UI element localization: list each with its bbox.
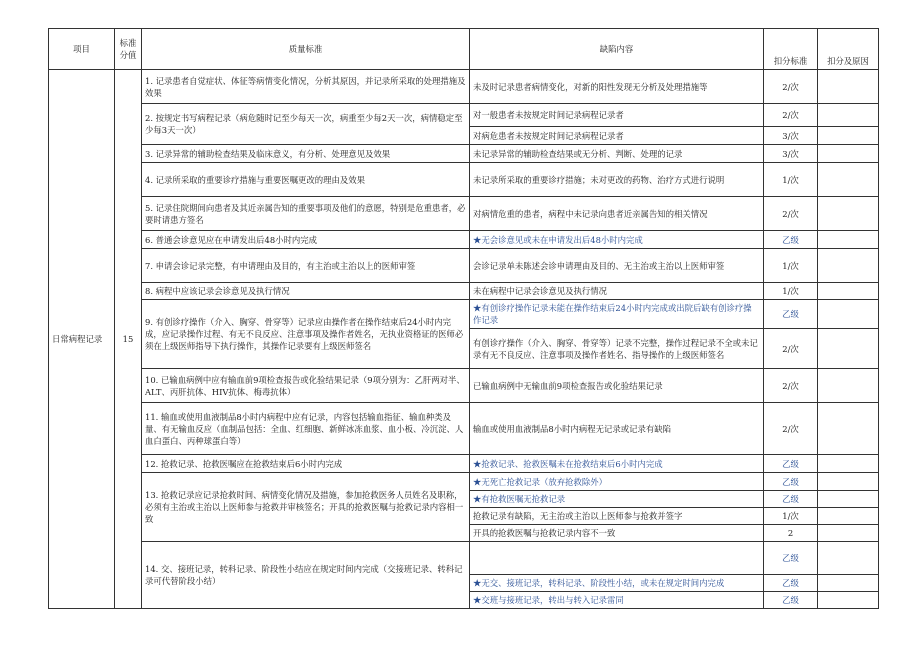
table-row: [49, 455, 879, 473]
reason-cell: [818, 249, 879, 283]
table-row: [49, 283, 879, 300]
deduction-cell: 1/次: [764, 283, 818, 300]
table-row: [49, 145, 879, 163]
defect-text: 无死亡抢救记录（放弃抢救除外）: [481, 476, 607, 487]
reason-cell: [818, 127, 879, 145]
defect-text: 未记录所采取的重要诊疗措施；未对更改的药物、治疗方式进行说明: [473, 174, 725, 185]
star-icon: ★: [473, 476, 482, 487]
star-icon: ★: [473, 234, 482, 245]
table-row: [49, 104, 879, 127]
deduction-cell: 2/次: [764, 403, 818, 455]
standard-cell: 3. 记录异常的辅助检查结果及临床意义，有分析、处理意见及效果: [142, 145, 470, 163]
table-row: [49, 70, 879, 104]
standard-cell: 9. 有创诊疗操作（介入、胸穿、骨穿等）记录应由操作者在操作结束后24小时内完成，应记录操作过程、有无不良反应、注意事项及操作者姓名，无执业资格证的医师必须在上级医师指导下执行操作，其操作记录要有上级医师签名: [142, 300, 470, 369]
standard-cell: 1. 记录患者自觉症状、体征等病情变化情况，分析其原因，并记录所采取的处理措施及效果: [142, 70, 470, 104]
defect-cell: [470, 300, 764, 329]
reason-cell: [818, 329, 879, 369]
defect-cell: [470, 491, 764, 508]
quality-standard-table: [48, 28, 879, 609]
deduction-cell: 乙级: [764, 231, 818, 249]
defect-text: 对一般患者未按规定时间记录病程记录者: [473, 110, 624, 120]
header-deduction: 扣分标准: [764, 29, 818, 70]
deduction-cell: 乙级: [764, 473, 818, 491]
defect-cell: [470, 542, 764, 575]
defect-text: 已输血病例中无输血前9项检查报告或化验结果记录: [473, 380, 663, 391]
deduction-cell: 3/次: [764, 127, 818, 145]
standard-cell: 7. 申请会诊记录完整，有申请理由及目的，有主治或主治以上的医师审签: [142, 249, 470, 283]
reason-cell: [818, 592, 879, 609]
standard-cell: 13. 抢救记录应记录抢救时间、病情变化情况及措施，参加抢救医务人员姓名及职称，必须有主治或主治以上医师参与抢救并审核签名；开具的抢救医嘱与抢救记录内容相一致: [142, 473, 470, 542]
star-icon: ★: [473, 303, 482, 313]
deduction-cell: 1/次: [764, 249, 818, 283]
reason-cell: [818, 283, 879, 300]
deduction-cell: 1/次: [764, 163, 818, 197]
table-row: [49, 300, 879, 329]
defect-text: 开具的抢救医嘱与抢救记录内容不一致: [473, 528, 616, 538]
defect-text: 对病危患者未按规定时间记录病程记录者: [473, 130, 624, 141]
defect-cell: [470, 369, 764, 403]
reason-cell: [818, 508, 879, 525]
defect-text: 有抢救医嘱无抢救记录: [481, 494, 566, 504]
defect-cell: [470, 455, 764, 473]
reason-cell: [818, 163, 879, 197]
defect-text: 有创诊疗操作（介入、胸穿、骨穿等）记录不完整，操作过程记录不全或未记录有无不良反应、注意事项及操作者姓名、指导操作的上级医师签名: [473, 337, 758, 360]
deduction-cell: 2/次: [764, 369, 818, 403]
defect-text: 未在病程中记录会诊意见及执行情况: [473, 286, 607, 296]
star-icon: ★: [473, 595, 482, 605]
standard-cell: 11. 输血或使用血液制品8小时内病程中应有记录，内容包括输血指征、输血种类及量、有无输血反应（血制品包括：全血、红细胞、新鲜冰冻血浆、血小板、冷沉淀、人血白蛋白、丙种球蛋白等）: [142, 403, 470, 455]
deduction-cell: 2/次: [764, 70, 818, 104]
defect-text: 未及时记录患者病情变化，对新的阳性发现无分析及处理措施等: [473, 81, 708, 92]
deduction-cell: 乙级: [764, 575, 818, 592]
standard-cell: 4. 记录所采取的重要诊疗措施与重要医嘱更改的理由及效果: [142, 163, 470, 197]
defect-text: 未记录异常的辅助检查结果或无分析、判断、处理的记录: [473, 148, 683, 159]
table-body: [49, 70, 879, 609]
standard-cell: 10. 已输血病例中应有输血前9项检查报告或化验结果记录（9项分别为：乙肝两对半、ALT、丙肝抗体、HIV抗体、梅毒抗体）: [142, 369, 470, 403]
deduction-cell: 乙级: [764, 542, 818, 575]
defect-cell: [470, 575, 764, 592]
reason-cell: [818, 542, 879, 575]
defect-cell: [470, 70, 764, 104]
defect-text: 对病情危重的患者，病程中未记录向患者近亲属告知的相关情况: [473, 208, 708, 219]
table-row: [49, 197, 879, 231]
project-cell: 日常病程记录: [49, 70, 115, 609]
defect-cell: [470, 231, 764, 249]
defect-cell: [470, 145, 764, 163]
standard-cell: 6. 普通会诊意见应在申请发出后48小时内完成: [142, 231, 470, 249]
defect-cell: [470, 249, 764, 283]
reason-cell: [818, 575, 879, 592]
standard-cell: 8. 病程中应该记录会诊意见及执行情况: [142, 283, 470, 300]
deduction-cell: 2/次: [764, 104, 818, 127]
defect-cell: [470, 197, 764, 231]
header-standard: 质量标准: [142, 29, 470, 70]
defect-text: 有创诊疗操作记录未能在操作结束后24小时内完成或出院后缺有创诊疗操作记录: [473, 303, 752, 325]
reason-cell: [818, 455, 879, 473]
header-defect: 缺陷内容: [470, 29, 764, 70]
defect-cell: [470, 127, 764, 145]
defect-cell: [470, 525, 764, 542]
defect-text: 无会诊意见或未在申请发出后48小时内完成: [481, 234, 643, 245]
defect-cell: [470, 592, 764, 609]
reason-cell: [818, 70, 879, 104]
deduction-cell: 乙级: [764, 491, 818, 508]
standard-cell: 12. 抢救记录、抢救医嘱应在抢救结束后6小时内完成: [142, 455, 470, 473]
deduction-cell: 2/次: [764, 329, 818, 369]
defect-text: 抢救记录有缺陷，无主治或主治以上医师参与抢救并签字: [473, 511, 683, 521]
defect-text: 输血或使用血液制品8小时内病程无记录或记录有缺陷: [473, 423, 671, 434]
defect-text: 交班与接班记录，转出与转入记录雷同: [481, 595, 624, 605]
defect-cell: [470, 329, 764, 369]
reason-cell: [818, 525, 879, 542]
reason-cell: [818, 231, 879, 249]
defect-cell: [470, 508, 764, 525]
reason-cell: [818, 104, 879, 127]
deduction-cell: 乙级: [764, 592, 818, 609]
reason-cell: [818, 300, 879, 329]
deduction-cell: 2: [764, 525, 818, 542]
reason-cell: [818, 403, 879, 455]
standard-cell: 14. 交、接班记录，转科记录、阶段性小结应在规定时间内完成（交接班记录、转科记录可代替阶段小结）: [142, 542, 470, 609]
table-row: [49, 473, 879, 491]
reason-cell: [818, 491, 879, 508]
defect-cell: [470, 163, 764, 197]
header-score: 标准分值: [115, 29, 142, 70]
standard-cell: 5. 记录住院期间向患者及其近亲属告知的重要事项及他们的意愿，特别是危重患者，必要时请患方签名: [142, 197, 470, 231]
defect-text: 会诊记录单未陈述会诊申请理由及目的、无主治或主治以上医师审签: [473, 260, 725, 271]
defect-text: 抢救记录、抢救医嘱未在抢救结束后6小时内完成: [481, 458, 663, 469]
deduction-cell: 2/次: [764, 197, 818, 231]
star-icon: ★: [473, 458, 482, 469]
deduction-cell: 乙级: [764, 455, 818, 473]
table-row: [49, 542, 879, 575]
deduction-cell: 乙级: [764, 300, 818, 329]
defect-text: 无交、接班记录，转科记录、阶段性小结，或未在规定时间内完成: [481, 578, 725, 588]
table-row: [49, 249, 879, 283]
deduction-cell: 3/次: [764, 145, 818, 163]
reason-cell: [818, 197, 879, 231]
defect-cell: [470, 403, 764, 455]
reason-cell: [818, 473, 879, 491]
table-header-row: [49, 29, 879, 70]
reason-cell: [818, 145, 879, 163]
standard-cell: 2. 按规定书写病程记录（病危随时记至少每天一次，病重至少每2天一次，病情稳定至少每3天一次）: [142, 104, 470, 145]
table-row: [49, 231, 879, 249]
table-row: [49, 369, 879, 403]
reason-cell: [818, 369, 879, 403]
table-row: [49, 163, 879, 197]
table-row: [49, 403, 879, 455]
score-cell: 15: [115, 70, 142, 609]
deduction-cell: 1/次: [764, 508, 818, 525]
defect-cell: [470, 283, 764, 300]
defect-cell: [470, 104, 764, 127]
star-icon: ★: [473, 494, 482, 504]
header-project: 项目: [49, 29, 115, 70]
defect-cell: [470, 473, 764, 491]
star-icon: ★: [473, 578, 482, 588]
header-reason: 扣分及原因: [818, 29, 879, 70]
